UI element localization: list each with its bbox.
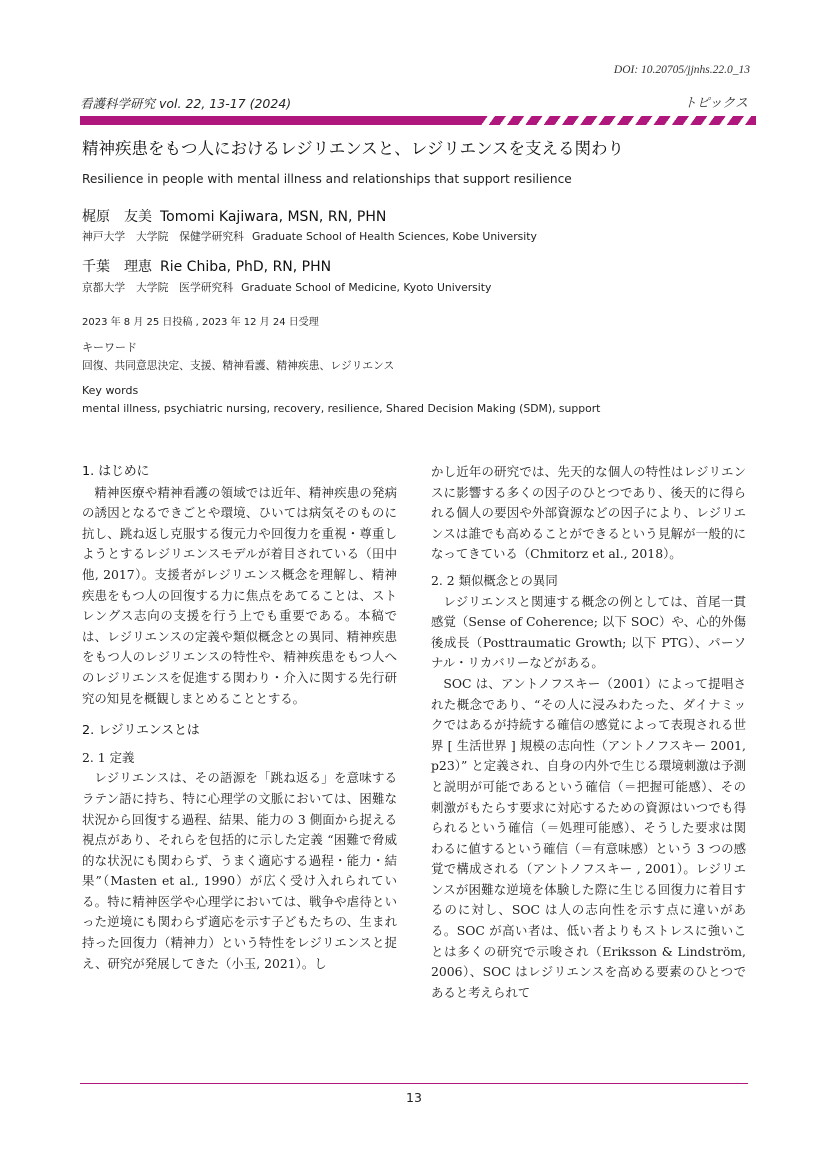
author-2-affil-en: Graduate School of Medicine, Kyoto University [241,281,492,294]
author-2-name-ja: 千葉 理恵 [82,259,152,275]
left-column [82,462,397,974]
author-2-name-en: Rie Chiba, PhD, RN, PHN [160,259,332,275]
submission-dates: 2023 年 8 月 25 日投稿 , 2023 年 12 月 24 日受理 [82,317,319,328]
subsection-heading-similar-concepts: 2. 2 類似概念との異同 [431,572,558,588]
paragraph-similar-concepts-2: SOC は、アントノフスキー（2001）によって提唱された概念であり、“その人に浸みわたった、ダイナミックではあるが持続する確信の感覚によって表現される世界 [ 生活世界 ] 規模の志向性（アントノフスキー 2001, p23）” と定義され、自身の内外で生じる環境刺激は予測と説明が可能であるという確信（＝把握可能感）、その刺激がもたらす要求に対応するための資源はいつでも得られるという確信（＝処理可能感）、そうした要求は関わるに値するという確信（＝有意味感）という 3 つの感覚で構成される（アントノフスキー , 2001）。レジリエンスが困難な逆境を体験した際に生じる回復力に着目するのに対し、SOC は人の志向性を示す点に違いがある。SOC が高い者は、低い者よりもストレスに強いことは多くの研究で示唆され（Eriksson & Lindström, 2006）、SOC はレジリエンスを高める要素のひとつであると考えられて [431,675,746,1000]
paragraph-definition-continued: かし近年の研究では、先天的な個人の特性はレジリエンスに影響する多くの因子のひとつであり、後天的に得られる個人の要因や外部資源などの因子により、レジリエンスは誰でも高めることができるという見解が一般的になってきている（Chmitorz et al., 2018）。 [431,464,746,562]
title-english: Resilience in people with mental illness and relationships that support resilience [82,172,572,186]
author-1-name-ja: 梶原 友美 [82,209,152,225]
keywords-en: mental illness, psychiatric nursing, recovery, resilience, Shared Decision Making (SDM), support [82,402,601,415]
subsection-heading-definition: 2. 1 定義 [82,749,135,765]
doi: DOI: 10.20705/jjnhs.22.0_13 [613,64,750,76]
author-1-affil-ja: 神戸大学 大学院 保健学研究科 [82,230,244,243]
author-2 [82,256,331,276]
right-column [431,462,746,1003]
paragraph-definition: レジリエンスは、その語源を「跳ね返る」を意味するラテン語に持ち、特に心理学の文脈においては、困難な状況から回復する過程、結果、能力の 3 側面から捉える視点があり、それらを包括的に示した定義 “困難で脅威的な状況にも関わらず、うまく適応する過程・能力・結果”（Masten et al., 1990）が広く受け入れられている。特に精神医学や心理学においては、戦争や虐待といった逆境にも関わらず適応を示す子どもたちの、生まれ持った回復力（精神力）という特性をレジリエンスと捉え、研究が発展してきた（小玉, 2021）。し [82,770,397,971]
title-japanese: 精神疾患をもつ人におけるレジリエンスと、レジリエンスを支える関わり [82,139,625,158]
footer-rule [80,1083,748,1084]
author-2-affiliation [82,280,491,295]
author-1-affil-en: Graduate School of Health Sciences, Kobe University [251,230,537,243]
keywords-en-heading: Key words [82,384,139,397]
keywords-ja: 回復、共同意思決定、支援、精神看護、精神疾患、レジリエンス [82,359,395,372]
paragraph-similar-concepts-1: レジリエンスと関連する概念の例としては、首尾一貫感覚（Sense of Coherence; 以下 SOC）や、心的外傷後成長（Posttraumatic Growth; 以下 PTG）、パーソナル・リカバリーなどがある。 [431,593,746,671]
section-heading-introduction: 1. はじめに [82,464,150,479]
section-heading-resilience: 2. レジリエンスとは [82,723,200,739]
author-1 [82,206,386,226]
keywords-ja-heading: キーワード [82,341,137,354]
author-1-name-en: Tomomi Kajiwara, MSN, RN, PHN [160,209,387,225]
header-band-hatch [480,116,756,125]
paragraph-introduction: 精神医療や精神看護の領域では近年、精神疾患の発病の誘因となるできごとや環境、ひいては病気そのものに抗し、跳ね返し克服する復元力や回復力を重視・尊重しようとするレジリエンスモデルが着目されている（田中 他, 2017）。支援者がレジリエンス概念を理解し、精神疾患をもつ人の回復する力に焦点をあてることは、ストレングス志向の支援を行う上でも重要である。本稿では、レジリエンスの定義や類似概念との異同、精神疾患をもつ人のレジリエンスの特性や、精神疾患をもつ人へのレジリエンスを促進する関わり・介入に関する先行研究の知見を概観しまとめることとする。 [82,484,397,706]
header-band [80,116,756,125]
article-category: トピックス [683,96,748,111]
journal-citation: 看護科学研究 vol. 22, 13-17 (2024) [80,96,292,111]
header-band-solid [80,116,480,125]
author-2-affil-ja: 京都大学 大学院 医学研究科 [82,281,234,294]
page-number: 13 [406,1090,422,1105]
author-1-affiliation [82,229,537,244]
